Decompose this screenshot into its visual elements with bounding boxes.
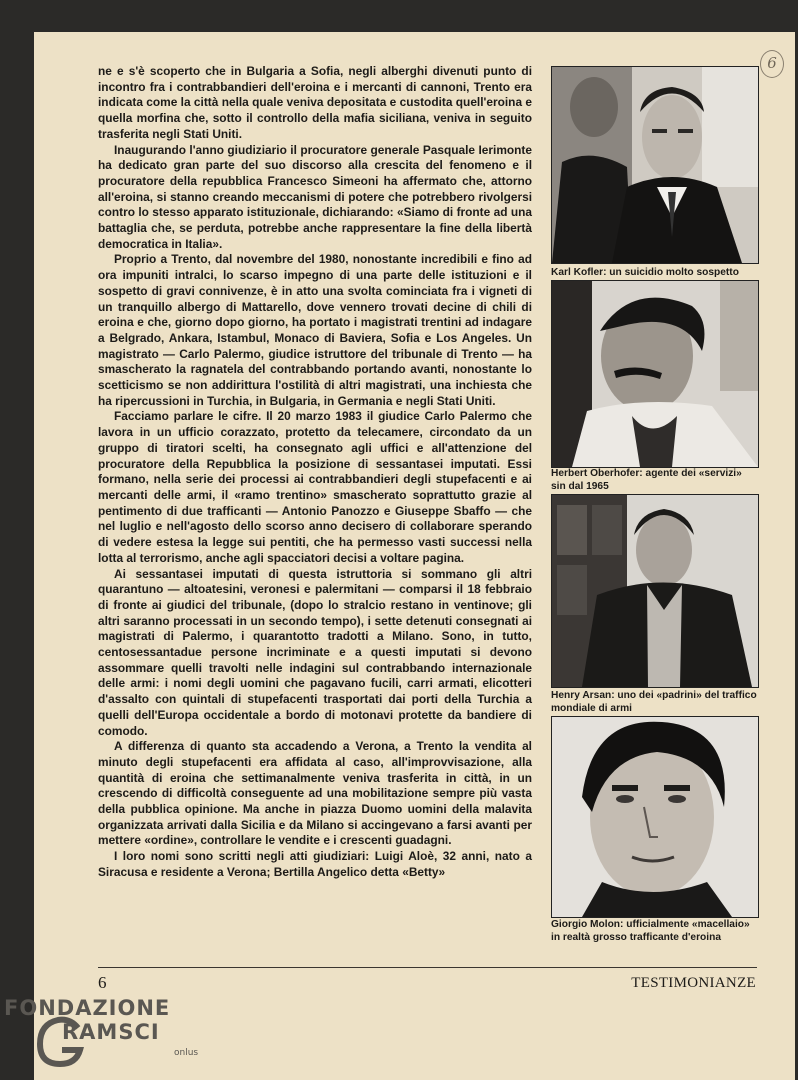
photo-giorgio-molon bbox=[551, 716, 759, 918]
article-paragraph: Proprio a Trento, dal novembre del 1980, nonostante incredibili e fino ad ora impuniti intralci, lo scarso impegno di una parte delle istituzioni e il sospetto di gravi connivenze, è in atto una svolta cominciata fra i vigneti di un tranquillo albergo di Mattarello, dove vennero trovati decine di chili di eroina e che, giorno dopo giorno, ha portato i magistrati trentini ad indagare a Belgrado, Ankara, Istambul, Monaco di Baviera, Sofia e Los Angeles. Un magistrato — Carlo Palermo, giudice istruttore del tribunale di Trento — ha smascherato la ragnatela del contrabbando portando avanti, nonostante lo scetticismo se non addirittura l'ostilità di altri magistrati, una inchiesta che ha ripercussioni in Turchia, in Bulgaria, in Germania e negli Stati Uniti. bbox=[98, 252, 532, 408]
article-paragraph: Facciamo parlare le cifre. Il 20 marzo 1983 il giudice Carlo Palermo che lavora in un ufficio corazzato, protetto da telecamere, circondato da un gruppo di tiratori scelti, ha consegnato agli uffici e all'attenzione del procuratore della Repubblica la posizione di sessantasei imputati. Essi formano, nella serie dei processi ai contrabbandieri degli stupefacenti e ai mercanti delle armi, il «ramo trentino» smascherato soprattutto grazie al pentimento di due trafficanti — Antonio Panozzo e Giuseppe Sbaffo — che nel luglio e nell'agosto dello scorso anno decisero di collaborare sperando di vedere estesa la legge sui pentiti, che ha permesso vasti successi nella lotta al terrorismo, anche agli spacciatori decisi a voltare pagina. bbox=[98, 409, 532, 565]
photo-caption: Karl Kofler: un suicidio molto sospetto bbox=[551, 267, 739, 278]
article-body bbox=[98, 64, 532, 881]
handwritten-page-number: 6 bbox=[760, 50, 784, 78]
footer-divider bbox=[98, 967, 757, 968]
photo-karl-kofler bbox=[551, 66, 759, 264]
fondazione-gramsci-watermark bbox=[4, 996, 204, 1076]
article-paragraph: A differenza di quanto sta accadendo a Verona, a Trento la vendita al minuto degli stupefacenti era affidata al caso, all'improvvisazione, alla quantità di eroina che settimanalmente veniva trasferita in città, in un crescendo di difficoltà conseguente ad una mobilitazione sempre più vasta della pubblica opinione. Ma anche in piazza Duomo uomini della malavita organizzata arrivati dalla Sicilia e da Milano si accingevano a farsi avanti per mettere «ordine», controllare le vendite e i crescenti guadagni. bbox=[98, 739, 532, 848]
watermark-line-3: onlus bbox=[174, 1048, 199, 1058]
article-paragraph: Ai sessantasei imputati di questa istruttoria si sommano gli altri quarantuno — altoatesini, veronesi e palermitani — comparsi il 18 febbraio di fronte ai giudici del tribunale, (dopo lo stralcio restano in ventinove; gli altri saranno processati in un secondo tempo), i sette detenuti consegnati ai magistrati di Palermo, i quarantotto tradotti a Milano. Sono, in tutto, centosessantadue persone incriminate e a questi imputati si devono assommare quelli travolti nelle indagini sul contrabbando internazionale delle armi: i nomi degli uomini che pagavano fucili, carri armati, elicotteri d'assalto con quintali di stupefacenti trasportati dai porti della Turchia a quelli dell'Europa occidentale a bordo di motonavi protette da bandiere di comodo. bbox=[98, 566, 532, 738]
article-paragraph: ne e s'è scoperto che in Bulgaria a Sofia, negli alberghi divenuti punto di incontro fra i contrabbandieri dell'eroina e i mercanti di cannoni, Trento era indicata come la città nella quale veniva depositata e custodita quell'eroina e quella morfina che, sotto il controllo della mafia siciliana, veniva in seguito trasferita negli Stati Uniti. bbox=[98, 64, 532, 141]
article-paragraph: I loro nomi sono scritti negli atti giudiziari: Luigi Aloè, 32 anni, nato a Siracusa e residente a Verona; Bertilla Angelico detta «Betty» bbox=[98, 849, 532, 879]
photo-caption: Henry Arsan: uno dei «padrini» del traffico mondiale di armi bbox=[551, 690, 757, 714]
article-paragraph: Inaugurando l'anno giudiziario il procuratore generale Pasquale Ierimonte ha dedicato gran parte del suo discorso alla crescita del fenomeno e il procuratore della repubblica Francesco Simeoni ha affermato che, attorno all'eroina, si stanno creando meccanismi di potere che potrebbero rivolgersi contro lo stesso apparato istituzionale, dichiarando: «Siamo di fronte ad una battaglia che, se perduta, potrebbe anche rappresentare la fine della libertà democratica in Italia». bbox=[98, 142, 532, 251]
photo-caption: Herbert Oberhofer: agente dei «servizi» sin dal 1965 bbox=[551, 468, 742, 492]
photo-henry-arsan bbox=[551, 494, 759, 688]
photo-herbert-oberhofer bbox=[551, 280, 759, 468]
watermark-line-1: FONDAZIONE bbox=[4, 996, 171, 1020]
photo-caption: Giorgio Molon: ufficialmente «macellaio» in realtà grosso trafficante d'eroina bbox=[551, 919, 750, 943]
watermark-line-2: RAMSCI bbox=[62, 1020, 160, 1044]
footer-magazine-title: TESTIMONIANZE bbox=[631, 975, 756, 991]
footer-page-number: 6 bbox=[98, 973, 107, 992]
